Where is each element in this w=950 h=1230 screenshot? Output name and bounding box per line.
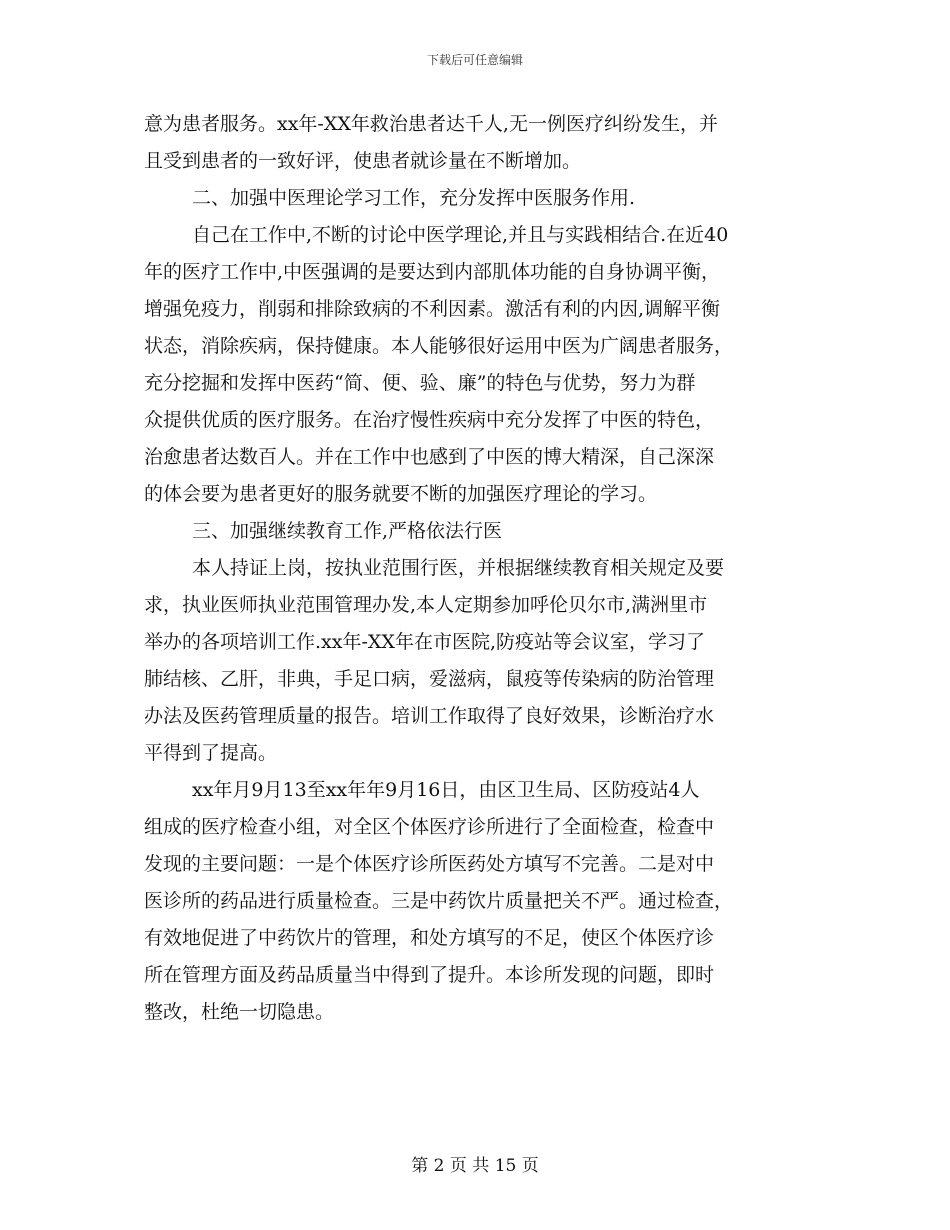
page-header: 下载后可任意编辑 [426,53,523,67]
text-line: 且受到患者的一致好评，使患者就诊量在不断增加。 [144,150,582,172]
text-line: 求，执业医师执业范围管理办发,本人定期参加呼伦贝尔市,满洲里市 [144,594,708,616]
text-line: 的体会要为患者更好的服务就要不断的加强医疗理论的学习。 [144,483,658,505]
text-line: 众提供优质的医疗服务。在治疗慢性疾病中充分发挥了中医的特色， [144,409,715,431]
text-line: 所在管理方面及药品质量当中得到了提升。本诊所发现的问题，即时 [144,964,715,986]
text-line: 肺结核、乙肝，非典，手足口病，爱滋病，鼠疫等传染病的防治管理 [144,668,715,690]
document-body [144,106,810,1031]
text-line: 状态，消除疾病，保持健康。本人能够很好运用中医为广阔患者服务， [144,335,734,357]
text-line: 有效地促进了中药饮片的管理，和处方填写的不足，使区个体医疗诊 [144,927,715,949]
text-line: 整改，杜绝一切隐患。 [144,1001,335,1023]
text-line: 意为患者服务。xx年-XX年救治患者达千人,无一例医疗纠纷发生，并 [144,113,718,135]
text-line: 治愈患者达数百人。并在工作中也感到了中医的博大精深，自己深深 [144,446,715,468]
text-line: 办法及医药管理质量的报告。培训工作取得了良好效果，诊断治疗水 [144,705,715,727]
section-heading: 二、加强中医理论学习工作，充分发挥中医服务作用. [192,187,636,209]
text-line: 充分挖掘和发挥中医药“简、便、验、廉”的特色与优势，努力为群 [144,372,696,394]
text-line: 组成的医疗检查小组，对全区个体医疗诊所进行了全面检查，检查中 [144,816,715,838]
text-line: 本人持证上岗，按执业范围行医，并根据继续教育相关规定及要 [192,557,725,579]
page-number: 第 2 页 共 15 页 [411,1156,539,1176]
text-line: 举办的各项培训工作.xx年-XX年在市医院,防疫站等会议室，学习了 [144,631,705,653]
text-line: 平得到了提高。 [144,742,278,764]
text-line: 年的医疗工作中,中医强调的是要达到内部肌体功能的自身协调平衡， [144,261,721,283]
text-line: 医诊所的药品进行质量检查。三是中药饮片质量把关不严。通过检查， [144,890,734,912]
section-heading: 三、加强继续教育工作,严格依法行医 [192,520,503,542]
text-line: xx年月9月13至xx年年9月16日，由区卫生局、区防疫站4人 [192,779,700,801]
text-line: 自己在工作中,不断的讨论中医学理论,并且与实践相结合.在近40 [192,224,729,246]
text-line: 发现的主要问题：一是个体医疗诊所医药处方填写不完善。二是对中 [144,853,715,875]
text-line: 增强免疫力，削弱和排除致病的不利因素。激活有利的内因,调解平衡 [144,298,721,320]
